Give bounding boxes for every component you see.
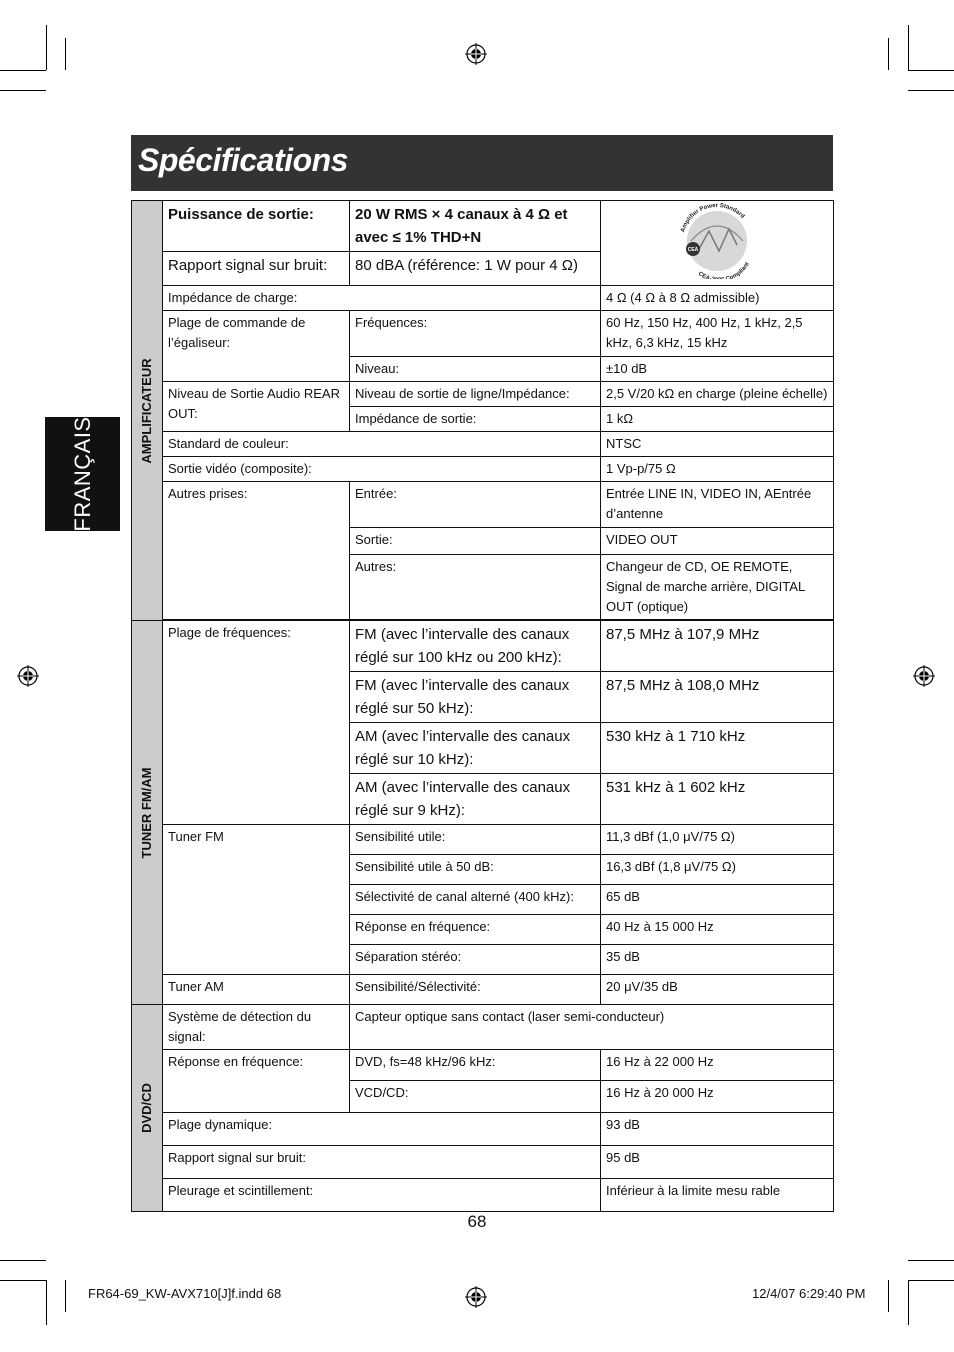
spec-value: 16,3 dBf (1,8 μV/75 Ω) [601, 855, 834, 885]
svg-text:CEA-2006 Compliant: CEA ompliant [696, 261, 751, 279]
language-tab [45, 417, 120, 531]
section-amplifier: AMPLIFICATEUR [132, 201, 163, 621]
language-tab-label: FRANÇAIS [69, 416, 95, 532]
spec-sublabel: Sensibilité/Sélectivité: [350, 975, 601, 1005]
spec-label: Niveau de Sortie Audio REAR OUT: [163, 382, 350, 432]
footer-file: FR64-69_KW-AVX710[J]f.indd 68 [88, 1286, 282, 1301]
spec-value: 60 Hz, 150 Hz, 400 Hz, 1 kHz, 2,5 kHz, 6,3 kHz, 15 kHz [601, 311, 834, 357]
table-row [132, 482, 834, 528]
spec-value: 20 W RMS × 4 canaux à 4 Ω et avec ≤ 1% THD+N [350, 201, 601, 252]
spec-value: NTSC [601, 432, 834, 457]
crop-mark [908, 25, 909, 70]
spec-label: Tuner AM [163, 975, 350, 1005]
registration-mark-icon [17, 665, 39, 687]
spec-value: 93 dB [601, 1113, 834, 1146]
spec-sublabel: Autres: [350, 555, 601, 620]
spec-value: Capteur optique sans contact (laser semi-conducteur) [350, 1005, 834, 1050]
spec-value: 530 kHz à 1 710 kHz [601, 723, 834, 774]
crop-mark [46, 25, 47, 70]
spec-sublabel: Sensibilité utile: [350, 825, 601, 855]
spec-sublabel: AM (avec l’intervalle des canaux réglé sur 9 kHz): [350, 774, 601, 825]
crop-mark [65, 1280, 66, 1312]
table-row [132, 1005, 834, 1050]
spec-sublabel: Niveau: [350, 357, 601, 382]
crop-mark [46, 1280, 47, 1325]
table-row [132, 1179, 834, 1212]
spec-sublabel: Entrée: [350, 482, 601, 528]
cea-logo [601, 201, 834, 286]
spec-sublabel: FM (avec l’intervalle des canaux réglé sur 50 kHz): [350, 672, 601, 723]
page-number: 68 [467, 1212, 487, 1231]
spec-label: Plage dynamique: [163, 1113, 601, 1146]
spec-label: Rapport signal sur bruit: [163, 1146, 601, 1179]
table-row [132, 975, 834, 1005]
spec-label: Plage de fréquences: [163, 621, 350, 825]
spec-label: Réponse en fréquence: [163, 1050, 350, 1113]
spec-sublabel: Sensibilité utile à 50 dB: [350, 855, 601, 885]
spec-sublabel: Impédance de sortie: [350, 407, 601, 432]
spec-value: 2,5 V/20 kΩ en charge (pleine échelle) [601, 382, 834, 407]
spec-value: 1 Vp-p/75 Ω [601, 457, 834, 482]
table-row [132, 382, 834, 407]
page-title-bar [131, 135, 833, 191]
spec-value: Inférieur à la limite mesu rable [601, 1179, 834, 1212]
spec-sublabel: DVD, fs=48 kHz/96 kHz: [350, 1050, 601, 1081]
crop-mark [908, 1280, 909, 1325]
table-row [132, 311, 834, 357]
section-tuner: TUNER FM/AM [132, 621, 163, 1005]
spec-value: 4 Ω (4 Ω à 8 Ω admissible) [601, 286, 834, 311]
table-row [132, 1050, 834, 1081]
spec-label: Sortie vidéo (composite): [163, 457, 601, 482]
crop-mark [0, 90, 46, 91]
section-dvd: DVD/CD [132, 1005, 163, 1212]
spec-sublabel: Niveau de sortie de ligne/Impédance: [350, 382, 601, 407]
svg-text:CEA: CEA [687, 247, 699, 253]
table-row [132, 1146, 834, 1179]
spec-value: 65 dB [601, 885, 834, 915]
registration-mark-icon [465, 43, 487, 65]
crop-mark [908, 70, 954, 71]
spec-sublabel: Séparation stéréo: [350, 945, 601, 975]
spec-value: 1 kΩ [601, 407, 834, 432]
spec-label: Pleurage et scintillement: [163, 1179, 601, 1212]
spec-label: Autres prises: [163, 482, 350, 620]
spec-label: Tuner FM [163, 825, 350, 975]
table-row [132, 621, 834, 672]
table-row [132, 432, 834, 457]
registration-mark-icon [913, 665, 935, 687]
spec-value: 11,3 dBf (1,0 μV/75 Ω) [601, 825, 834, 855]
spec-value: 95 dB [601, 1146, 834, 1179]
spec-label: Plage de commande de l’égaliseur: [163, 311, 350, 382]
spec-sublabel: Sortie: [350, 528, 601, 555]
spec-value: 87,5 MHz à 108,0 MHz [601, 672, 834, 723]
crop-mark [65, 38, 66, 70]
spec-value: 87,5 MHz à 107,9 MHz [601, 621, 834, 672]
spec-value: Changeur de CD, OE REMOTE, Signal de marche arrière, DIGITAL OUT (optique) [601, 555, 834, 620]
crop-mark [888, 38, 889, 70]
spec-sublabel: FM (avec l’intervalle des canaux réglé sur 100 kHz ou 200 kHz): [350, 621, 601, 672]
spec-sublabel: Fréquences: [350, 311, 601, 357]
table-row [132, 825, 834, 855]
spec-value: 531 kHz à 1 602 kHz [601, 774, 834, 825]
footer-date: 12/4/07 6:29:40 PM [752, 1286, 866, 1301]
table-row [132, 1113, 834, 1146]
spec-sublabel: Réponse en fréquence: [350, 915, 601, 945]
spec-value: 35 dB [601, 945, 834, 975]
crop-mark [908, 1280, 954, 1281]
spec-sublabel: AM (avec l’intervalle des canaux réglé sur 10 kHz): [350, 723, 601, 774]
spec-value: VIDEO OUT [601, 528, 834, 555]
spec-value: 80 dBA (référence: 1 W pour 4 Ω) [350, 252, 601, 286]
svg-text:Amplifier Power Standard: Amplifier Power Standard [680, 203, 746, 234]
spec-value: 16 Hz à 22 000 Hz [601, 1050, 834, 1081]
spec-value: Entrée LINE IN, VIDEO IN, AEntrée d’antenne [601, 482, 834, 528]
spec-table [131, 200, 834, 1212]
cea-logo-icon [669, 201, 765, 279]
spec-value: 16 Hz à 20 000 Hz [601, 1081, 834, 1113]
table-row [132, 286, 834, 311]
page-title: Spécifications [138, 142, 348, 178]
crop-mark [0, 1280, 46, 1281]
spec-label: Standard de couleur: [163, 432, 601, 457]
spec-sublabel: VCD/CD: [350, 1081, 601, 1113]
crop-mark [908, 1260, 954, 1261]
crop-mark [0, 1260, 46, 1261]
spec-label: Rapport signal sur bruit: [163, 252, 350, 286]
spec-value: 20 μV/35 dB [601, 975, 834, 1005]
table-row [132, 457, 834, 482]
crop-mark [908, 90, 954, 91]
spec-value: 40 Hz à 15 000 Hz [601, 915, 834, 945]
spec-label: Système de détection du signal: [163, 1005, 350, 1050]
spec-sublabel: Sélectivité de canal alterné (400 kHz): [350, 885, 601, 915]
table-row [132, 201, 834, 252]
registration-mark-icon [465, 1286, 487, 1308]
spec-label: Impédance de charge: [163, 286, 601, 311]
spec-value: ±10 dB [601, 357, 834, 382]
spec-label: Puissance de sortie: [163, 201, 350, 252]
crop-mark [888, 1280, 889, 1312]
crop-mark [0, 70, 46, 71]
